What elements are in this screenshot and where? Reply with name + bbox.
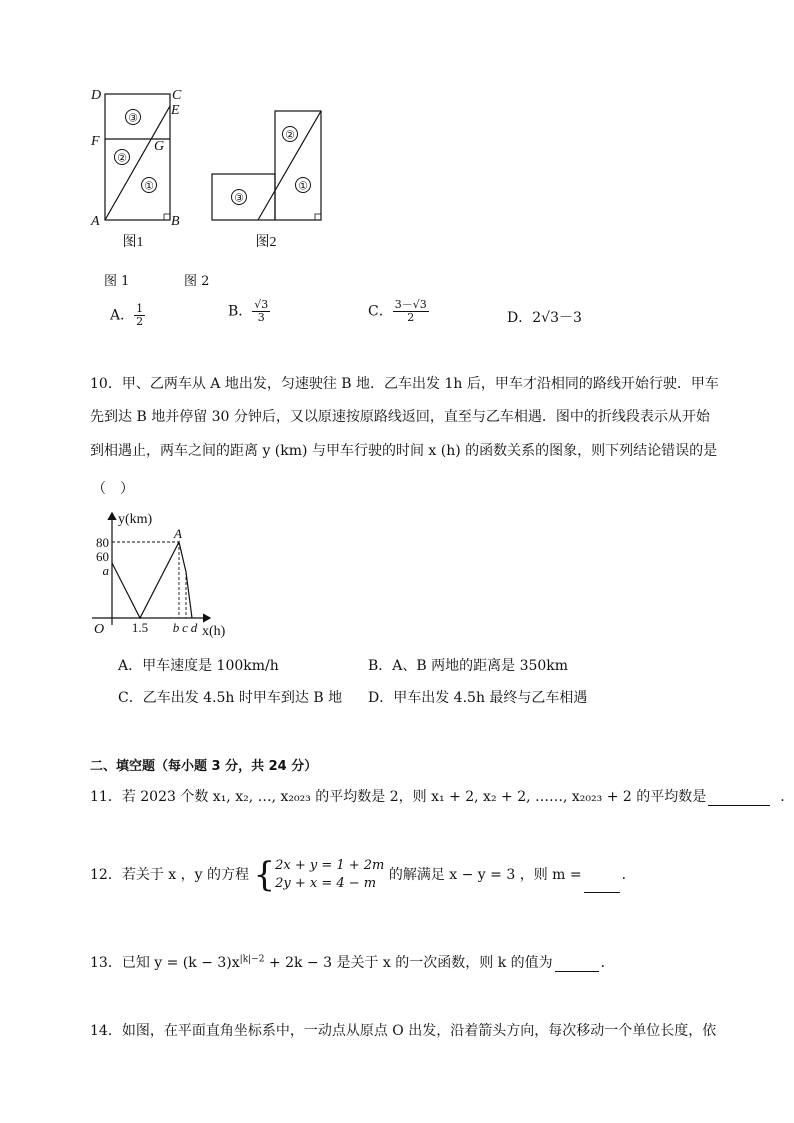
region-2-label: ② <box>117 152 127 165</box>
q10-option-c: C．乙车出发 4.5h 时甲车到达 B 地 <box>118 690 343 706</box>
x-axis-label: x(h) <box>202 624 226 639</box>
figure-1 <box>90 88 182 250</box>
q9-option-b: B． $\frac{√3}{3}$ <box>228 298 269 324</box>
q10-paren: （ ） <box>92 481 134 497</box>
fig2-region-2-label: ② <box>285 129 295 142</box>
q9-option-d: D．2√3－3 <box>507 310 582 326</box>
y-tick-a: a <box>102 563 109 578</box>
x-tick-b: b <box>172 620 180 635</box>
q10-line-1: 10．甲、乙两车从 A 地出发，匀速驶往 B 地．乙车出发 1h 后，甲车才沿相同的路线开始行驶．甲车 <box>90 376 719 392</box>
region-3-label: ③ <box>128 112 138 125</box>
q11: 11．若 2023 个数 x₁, x₂, …, x₂₀₂₃ 的平均数是 2，则 x₁ + 2, x₂ + 2, ……, x₂₀₂₃ + 2 的平均数是 ． <box>90 789 794 805</box>
point-E: E <box>171 103 180 118</box>
q13-answer-blank[interactable] <box>555 957 599 972</box>
origin-label: O <box>94 622 105 637</box>
sub-caption-fig1: 图 1 <box>104 274 130 289</box>
fig2-region-3-label: ③ <box>234 192 244 205</box>
point-B: B <box>171 214 180 229</box>
y-tick-60: 60 <box>96 549 109 564</box>
figure-1-caption: 图1 <box>122 235 144 250</box>
q10-line-3: 到相遇止，两车之间的距离 y (km) 与甲车行驶的时间 x (h) 的函数关系的图象，则下列结论错误的是 <box>90 443 718 459</box>
point-C: C <box>172 88 182 103</box>
region-1-label: ① <box>144 180 154 193</box>
distance-polyline <box>112 542 192 618</box>
x-tick-d: d <box>190 620 198 635</box>
peak-label: A <box>174 526 182 541</box>
q10-option-a: A．甲车速度是 100km/h <box>118 658 279 674</box>
q14-line-1: 14．如图，在平面直角坐标系中，一动点从原点 O 出发，沿着箭头方向，每次移动一个单位长度，依 <box>90 1023 717 1039</box>
q12-answer-blank[interactable] <box>584 878 620 893</box>
q12-equation-system: { 2x + y = 1 + 2m 2y + x = 4 − m <box>253 855 385 895</box>
x-tick-c: c <box>182 620 188 635</box>
q10-option-d: D．甲车出发 4.5h 最终与乙车相遇 <box>368 690 588 706</box>
x-tick-1.5: 1.5 <box>131 620 149 635</box>
y-tick-80: 80 <box>96 535 109 550</box>
point-A: A <box>91 214 100 229</box>
q10-line-2: 先到达 B 地并停留 30 分钟后，又以原速按原路线返回，直至与乙车相遇．图中的折线段表示从开始 <box>90 409 710 425</box>
q11-answer-blank[interactable] <box>708 791 770 806</box>
fig2-region-1-label: ① <box>298 180 308 193</box>
point-F: F <box>91 134 100 149</box>
geometry-figures <box>85 82 345 262</box>
y-axis-label: y(km) <box>118 512 153 527</box>
q13: 13．已知 $y = (k - 3)x^{|k|-2} + 2k - 3$ 是关于 x 的一次函数，则 k 的值为 ． <box>90 954 615 971</box>
point-G: G <box>154 139 165 154</box>
q9-option-c: C． $\frac{3-√3}{2}$ <box>368 298 427 324</box>
sub-caption-fig2: 图 2 <box>184 274 210 289</box>
figure-2-caption: 图2 <box>255 235 277 250</box>
q12: 12．若关于 x ，y 的方程 { 2x + y = 1 + 2m 2y + x = 4 − m 的解满足 x − y = 3 ，则 m = ． <box>90 855 636 895</box>
section-2-heading: 二、填空题（每小题 3 分，共 24 分） <box>90 759 318 774</box>
figure-2 <box>212 111 321 250</box>
q10-distance-graph <box>88 505 248 645</box>
q10-option-b: B．A、B 两地的距离是 350km <box>368 658 569 674</box>
point-D: D <box>91 88 102 103</box>
q9-option-a: A． $\frac{1}{2}$ <box>110 302 144 328</box>
